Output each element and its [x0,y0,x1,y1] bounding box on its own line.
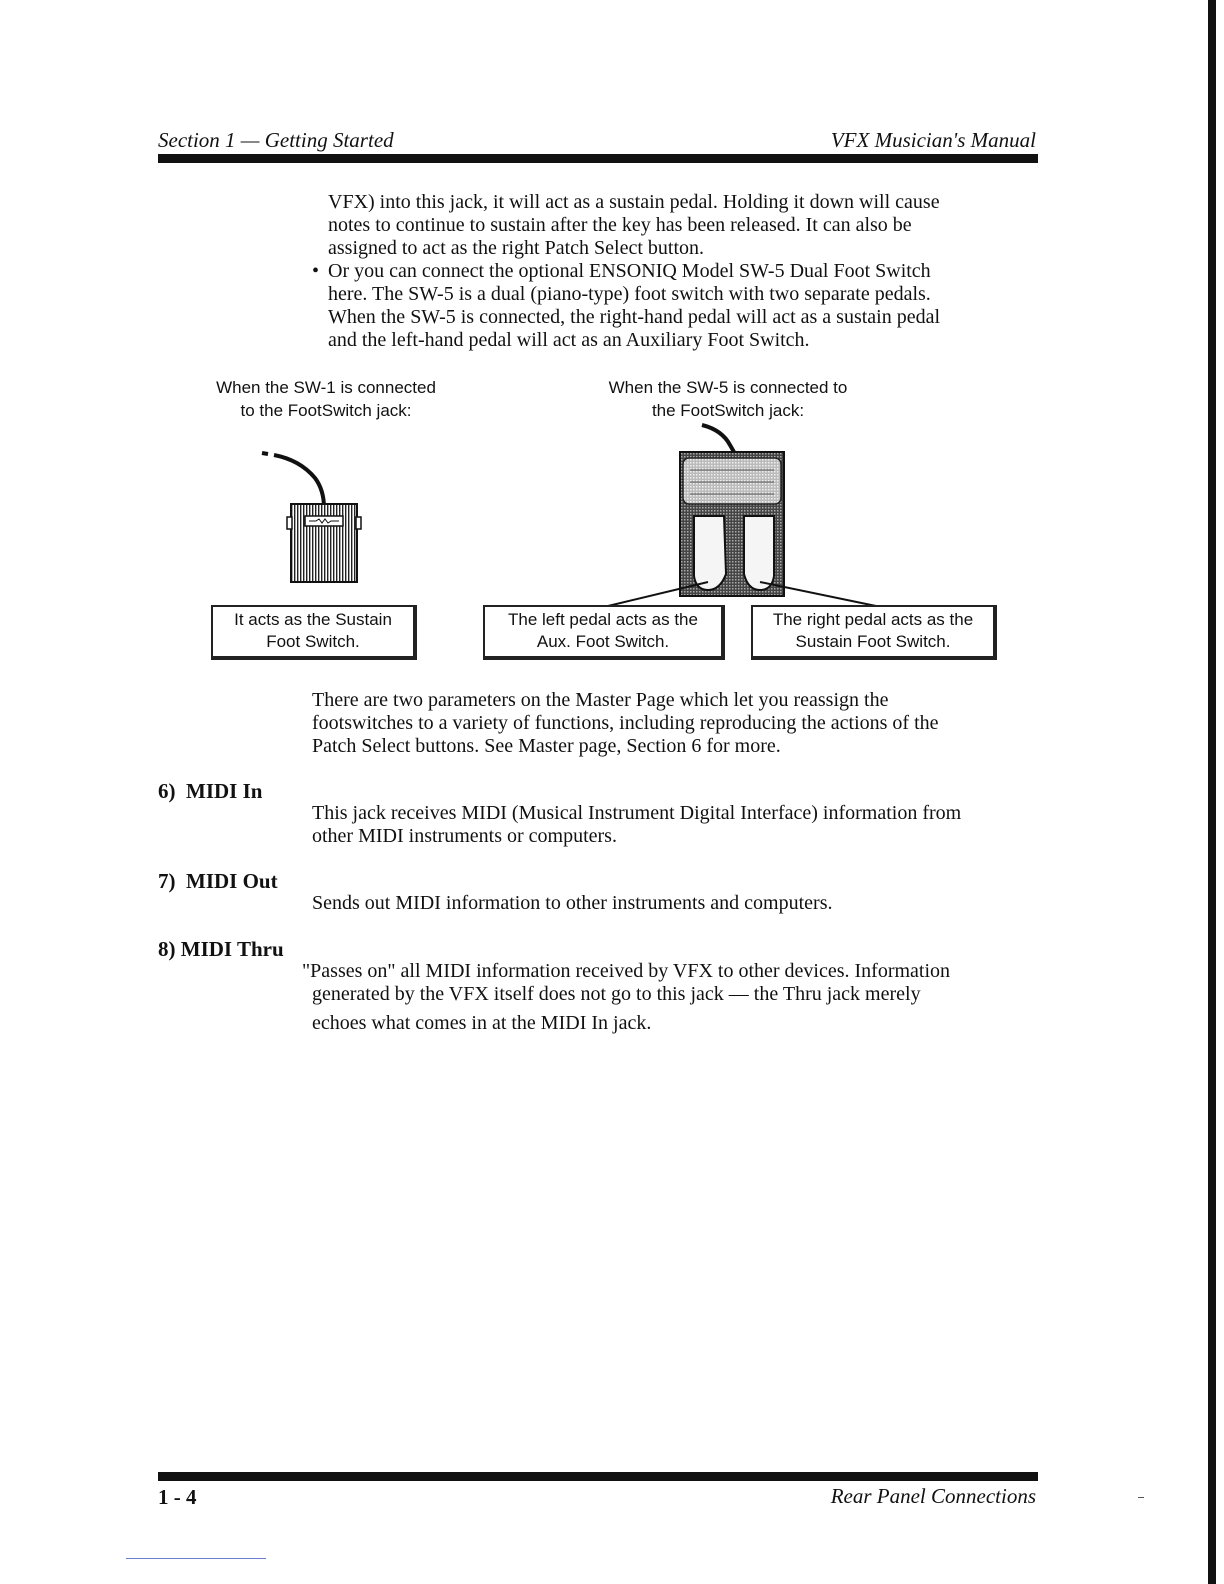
scan-underline-artifact [126,1558,266,1559]
params-line: footswitches to a variety of functions, including reproducing the actions of the [312,712,939,734]
callout-line: The left pedal acts as the [508,610,698,629]
bullet-line: When the SW-5 is connected, the right-hand pedal will act as a sustain pedal [328,306,941,328]
page-number: 1 - 4 [158,1485,197,1509]
callout-line: Sustain Foot Switch. [795,632,951,651]
header-manual-title: VFX Musician's Manual [830,128,1036,152]
midi-thru-line: "Passes on" all MIDI information received by VFX to other devices. Information [302,960,951,982]
midi-in-line: other MIDI instruments or computers. [312,825,617,847]
caption-line: to the FootSwitch jack: [240,401,412,420]
callout-line: It acts as the Sustain [234,610,392,629]
params-line: There are two parameters on the Master Page which let you reassign the [312,689,889,711]
scan-mark [1138,1497,1144,1498]
section-number: 7) [158,869,176,893]
sustain-callout [211,605,417,660]
section-title: MIDI Thru [180,937,284,961]
callout-line: The right pedal acts as the [772,610,974,629]
caption-line: When the SW-5 is connected to [608,378,848,397]
midi-in-heading [158,779,262,804]
midi-thru-line: generated by the VFX itself does not go to this jack — the Thru jack merely [312,983,921,1005]
callout-line: Foot Switch. [266,632,360,651]
intro-line: notes to continue to sustain after the key has been released. It can also be [328,214,912,236]
footswitch-diagram [0,0,1224,700]
midi-thru-text [302,960,1042,1035]
midi-thru-heading [158,937,284,962]
footer-rule [158,1472,1038,1481]
midi-out-text [312,892,1032,915]
bullet-line: Or you can connect the optional ENSONIQ Model SW-5 Dual Foot Switch [328,260,931,282]
footer-chapter-title: Rear Panel Connections [830,1484,1036,1508]
left-pedal-callout [483,605,725,660]
params-paragraph [312,689,1032,758]
sw5-footswitch-icon [680,425,784,596]
callout-line: Aux. Foot Switch. [536,632,670,651]
caption-line: When the SW-1 is connected [216,378,436,397]
bullet-marker: • [312,260,320,282]
section-title: MIDI Out [186,869,278,893]
midi-in-line: This jack receives MIDI (Musical Instrument Digital Interface) information from [312,802,962,824]
header-section-title: Section 1 — Getting Started [158,128,394,152]
section-number: 8) [158,937,176,961]
midi-in-text [312,802,1032,848]
params-line: Patch Select buttons. See Master page, Section 6 for more. [312,735,781,757]
caption-line: the FootSwitch jack: [651,401,805,420]
section-title: MIDI In [186,779,263,803]
midi-out-line: Sends out MIDI information to other instruments and computers. [312,892,833,914]
right-pedal-callout [751,605,997,660]
bullet-line: here. The SW-5 is a dual (piano-type) foot switch with two separate pedals. [328,283,931,305]
midi-out-heading [158,869,278,894]
sw1-footswitch-icon [262,453,361,582]
bullet-line: and the left-hand pedal will act as an Auxiliary Foot Switch. [328,329,810,351]
intro-line: VFX) into this jack, it will act as a sustain pedal. Holding it down will cause [328,191,940,213]
intro-line: assigned to act as the right Patch Select button. [328,237,705,259]
section-number: 6) [158,779,176,803]
midi-thru-line: echoes what comes in at the MIDI In jack. [312,1012,652,1034]
